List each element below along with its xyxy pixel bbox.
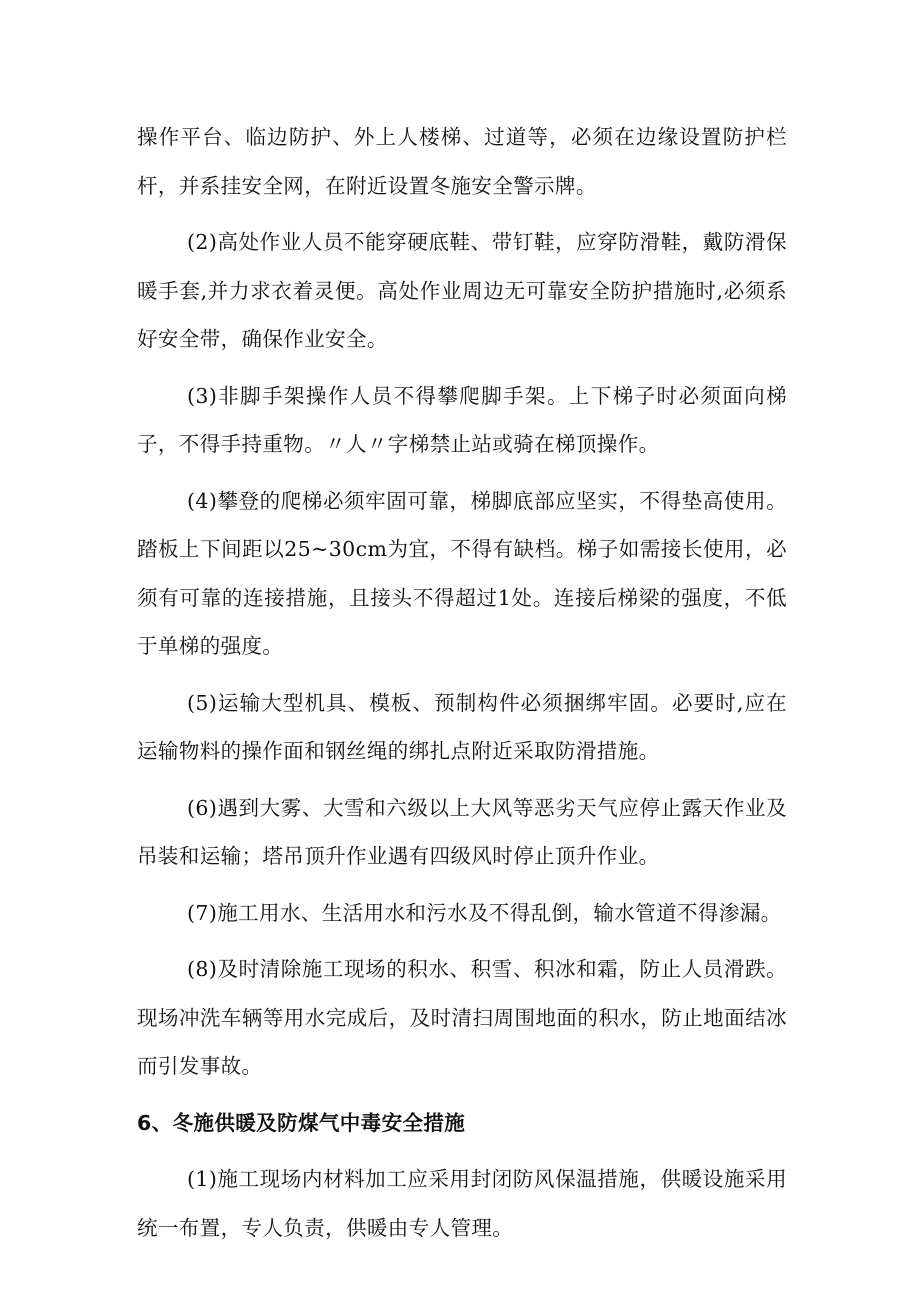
paragraph-item-4: (4)攀登的爬梯必须牢固可靠，梯脚底部应坚实，不得垫高使用。踏板上下间距以25~30cm为宜，不得有缺档。梯子如需接长使用，必须有可靠的连接措施，且接头不得超过1处。连接后梯梁的强度，不低于单梯的强度。 [137,488,787,658]
section-heading-6: 6、冬施供暖及防煤气中毒安全措施 [137,1110,466,1135]
document-body [137,113,787,1260]
paragraph-item-8: (8)及时清除施工现场的积水、积雪、积冰和霜，防止人员滑跌。现场冲洗车辆等用水完成后，及时清扫周围地面的积水，防止地面结冰而引发事故。 [137,957,787,1078]
paragraph-section6-item-1: (1)施工现场内材料加工应采用封闭防风保温措施，供暖设施采用统一布置，专人负责，供暖由专人管理。 [137,1167,787,1240]
paragraph-item-5: (5)运输大型机具、模板、预制构件必须捆绑牢固。必要时,应在运输物料的操作面和钢丝绳的绑扎点附近采取防滑措施。 [137,690,787,763]
paragraph-item-6: (6)遇到大雾、大雪和六级以上大风等恶劣天气应停止露天作业及吊装和运输；塔吊顶升作业遇有四级风时停止顶升作业。 [137,795,787,868]
paragraph-item-7: (7)施工用水、生活用水和污水及不得乱倒，输水管道不得渗漏。 [187,900,782,925]
paragraph-item-2: (2)高处作业人员不能穿硬底鞋、带钉鞋，应穿防滑鞋，戴防滑保暖手套,并力求衣着灵便。高处作业周边无可靠安全防护措施时,必须系好安全带，确保作业安全。 [137,230,787,351]
paragraph-guardrail-continuation: 操作平台、临边防护、外上人楼梯、过道等，必须在边缘设置防护栏杆，并系挂安全网，在附近设置冬施安全警示牌。 [137,125,787,198]
paragraph-item-3: (3)非脚手架操作人员不得攀爬脚手架。上下梯子时必须面向梯子，不得手持重物。〃人〃字梯禁止站或骑在梯顶操作。 [137,383,787,456]
